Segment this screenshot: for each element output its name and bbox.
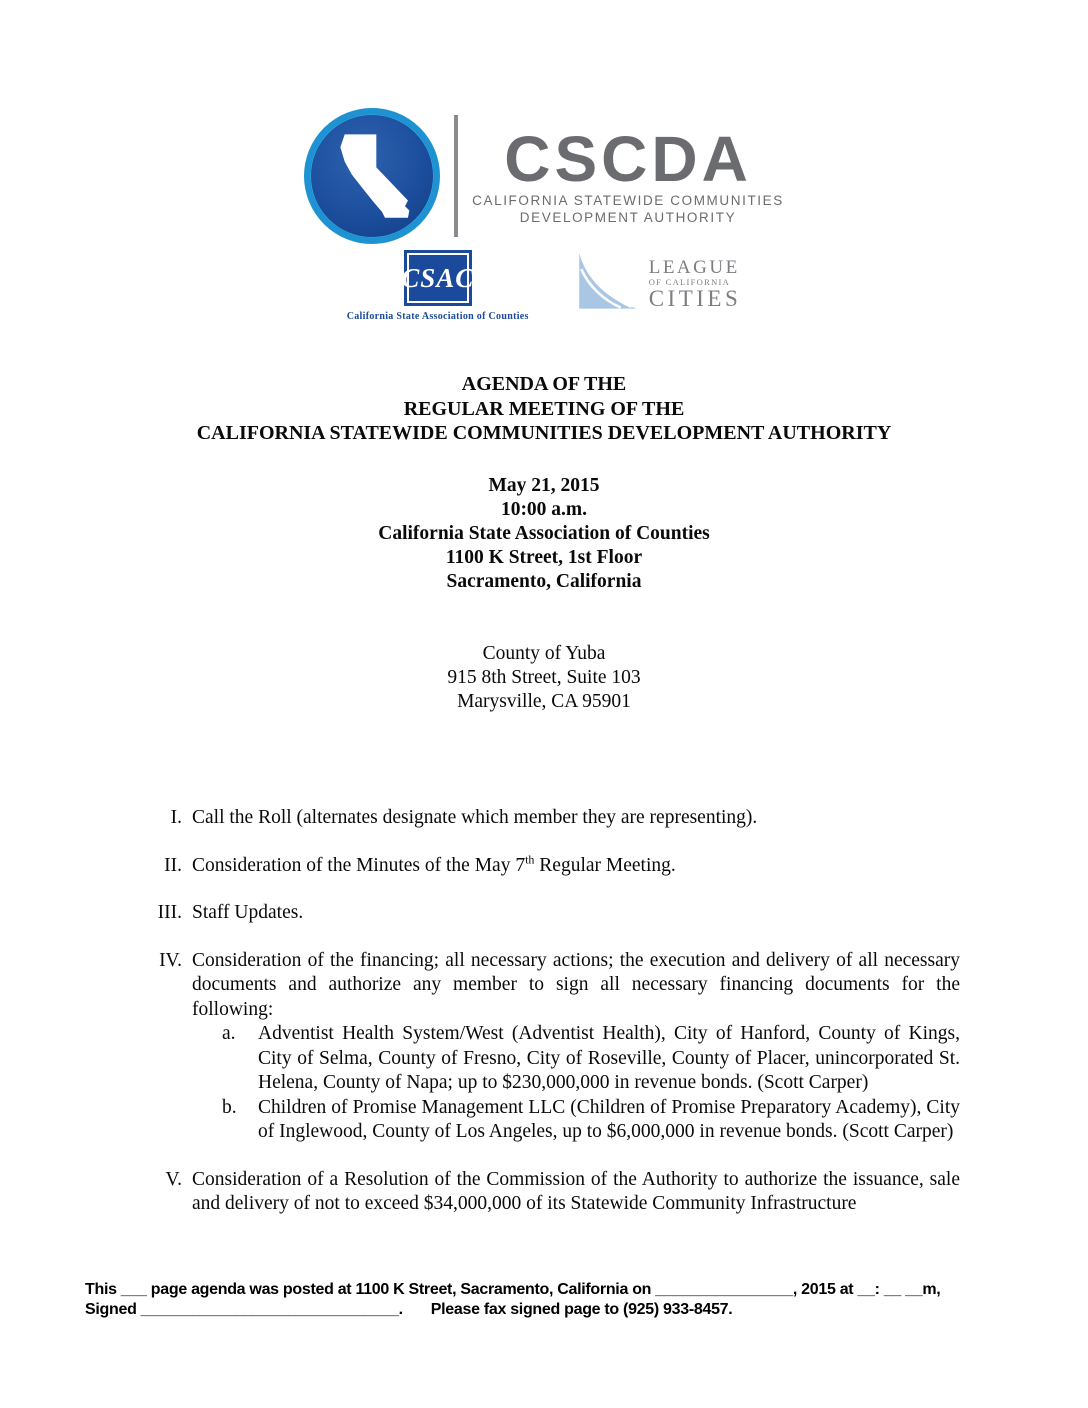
- league-swoosh-icon: [575, 250, 641, 319]
- agenda-item-4b-marker: b.: [222, 1096, 237, 1118]
- csac-caption: California State Association of Counties: [346, 311, 529, 322]
- agenda-item-3-text: Staff Updates.: [192, 902, 304, 923]
- title-line1: AGENDA OF THE: [461, 373, 627, 395]
- meeting-time: 10:00 a.m.: [500, 499, 588, 520]
- cscda-tagline-line2: DEVELOPMENT AUTHORITY: [519, 210, 737, 225]
- agenda-item-4b-text: Children of Promise Management LLC (Children of Promise Preparatory Academy), City of Inglewood, County of Los Angeles, up to $6,000,000 in revenue bonds. (Scott Carper): [258, 1096, 960, 1142]
- agenda-item-4: [0, 949, 960, 1145]
- meeting-info: [0, 474, 1088, 594]
- title-line2: REGULAR MEETING OF THE: [403, 397, 685, 420]
- meeting-host: California State Association of Counties: [378, 523, 710, 544]
- agenda-item-4-body: [192, 949, 960, 1145]
- agenda-item-1-number: I.: [170, 807, 182, 828]
- agenda-item-2: [0, 854, 960, 879]
- league-text-line1: LEAGUE: [648, 257, 740, 278]
- agenda-item-4-number: IV.: [159, 949, 182, 971]
- agenda-item-4-text: Consideration of the financing; all necessary actions; the execution and delivery of all necessary documents and authorize any member to sign all necessary financing documents for the following:: [192, 949, 960, 1020]
- agenda-item-2-text: [192, 854, 960, 879]
- agenda-item-5-text: Consideration of a Resolution of the Commission of the Authority to authorize the issuance, sale and delivery of not to exceed $34,000,000 of its Statewide Community Infrastructure: [192, 1168, 960, 1214]
- agenda-item-4a-text: Adventist Health System/West (Adventist Health), City of Hanford, County of Kings, City of Selma, County of Fresno, City of Roseville, County of Placer, unincorporated St. Helena, County of Napa; up to $230,000,000 in revenue bonds. (Scott Carper): [258, 1023, 960, 1093]
- cscda-tagline-line1: CALIFORNIA STATEWIDE COMMUNITIES: [472, 193, 784, 208]
- meeting-date: May 21, 2015: [488, 475, 600, 496]
- agenda-item-5-number: V.: [165, 1168, 182, 1190]
- location-address: 915 8th Street, Suite 103: [447, 667, 641, 688]
- agenda-item-2-text-post: Regular Meeting.: [534, 854, 676, 876]
- meeting-address: 1100 K Street, 1st Floor: [445, 547, 643, 568]
- logo-divider: [454, 115, 458, 237]
- agenda-item-2-text-pre: Consideration of the Minutes of the May 7: [192, 854, 526, 876]
- partner-logos: [0, 250, 1088, 322]
- satellite-location: [0, 642, 1088, 714]
- csac-acronym: CSAC: [401, 262, 475, 293]
- league-text-line2: OF CALIFORNIA: [648, 277, 731, 287]
- league-text-line3: CITIES: [648, 286, 742, 311]
- california-state-icon: [326, 124, 418, 228]
- cscda-logo: [0, 108, 1088, 244]
- agenda-item-5: [0, 1168, 960, 1217]
- agenda-list: [0, 806, 960, 1240]
- agenda-item-1-text: Call the Roll (alternates designate which member they are representing).: [192, 807, 758, 828]
- footer-line2: [85, 1300, 987, 1320]
- agenda-item-4a: [192, 1022, 960, 1096]
- footer-line1: This ___ page agenda was posted at 1100 K Street, Sacramento, California on ________________, 2015 at __: __ __m,: [85, 1281, 941, 1298]
- posting-certification-footer: [85, 1280, 987, 1320]
- agenda-item-3: [0, 901, 960, 926]
- csac-logo-icon: [401, 250, 475, 306]
- agenda-item-4a-marker: a.: [222, 1023, 236, 1044]
- title-line3: CALIFORNIA STATEWIDE COMMUNITIES DEVELOPMENT AUTHORITY: [196, 422, 892, 444]
- agenda-item-4b: [192, 1096, 960, 1145]
- cscda-acronym: CSCDA: [504, 123, 752, 195]
- agenda-item-1: [0, 806, 960, 831]
- agenda-item-2-ordinal: th: [525, 852, 535, 866]
- meeting-city: Sacramento, California: [446, 571, 642, 592]
- league-of-california-cities-logo: [575, 250, 742, 319]
- agenda-item-2-number: II.: [164, 854, 182, 876]
- california-globe-icon: [304, 108, 440, 244]
- location-name: County of Yuba: [482, 643, 606, 664]
- document-title: [0, 372, 1088, 446]
- location-city: Marysville, CA 95901: [457, 691, 631, 712]
- csac-logo: [347, 250, 529, 322]
- agenda-item-3-number: III.: [157, 902, 182, 923]
- footer-fax-note: Please fax signed page to (925) 933-8457.: [430, 1301, 733, 1318]
- footer-signed-blank: Signed ______________________________.: [85, 1301, 403, 1318]
